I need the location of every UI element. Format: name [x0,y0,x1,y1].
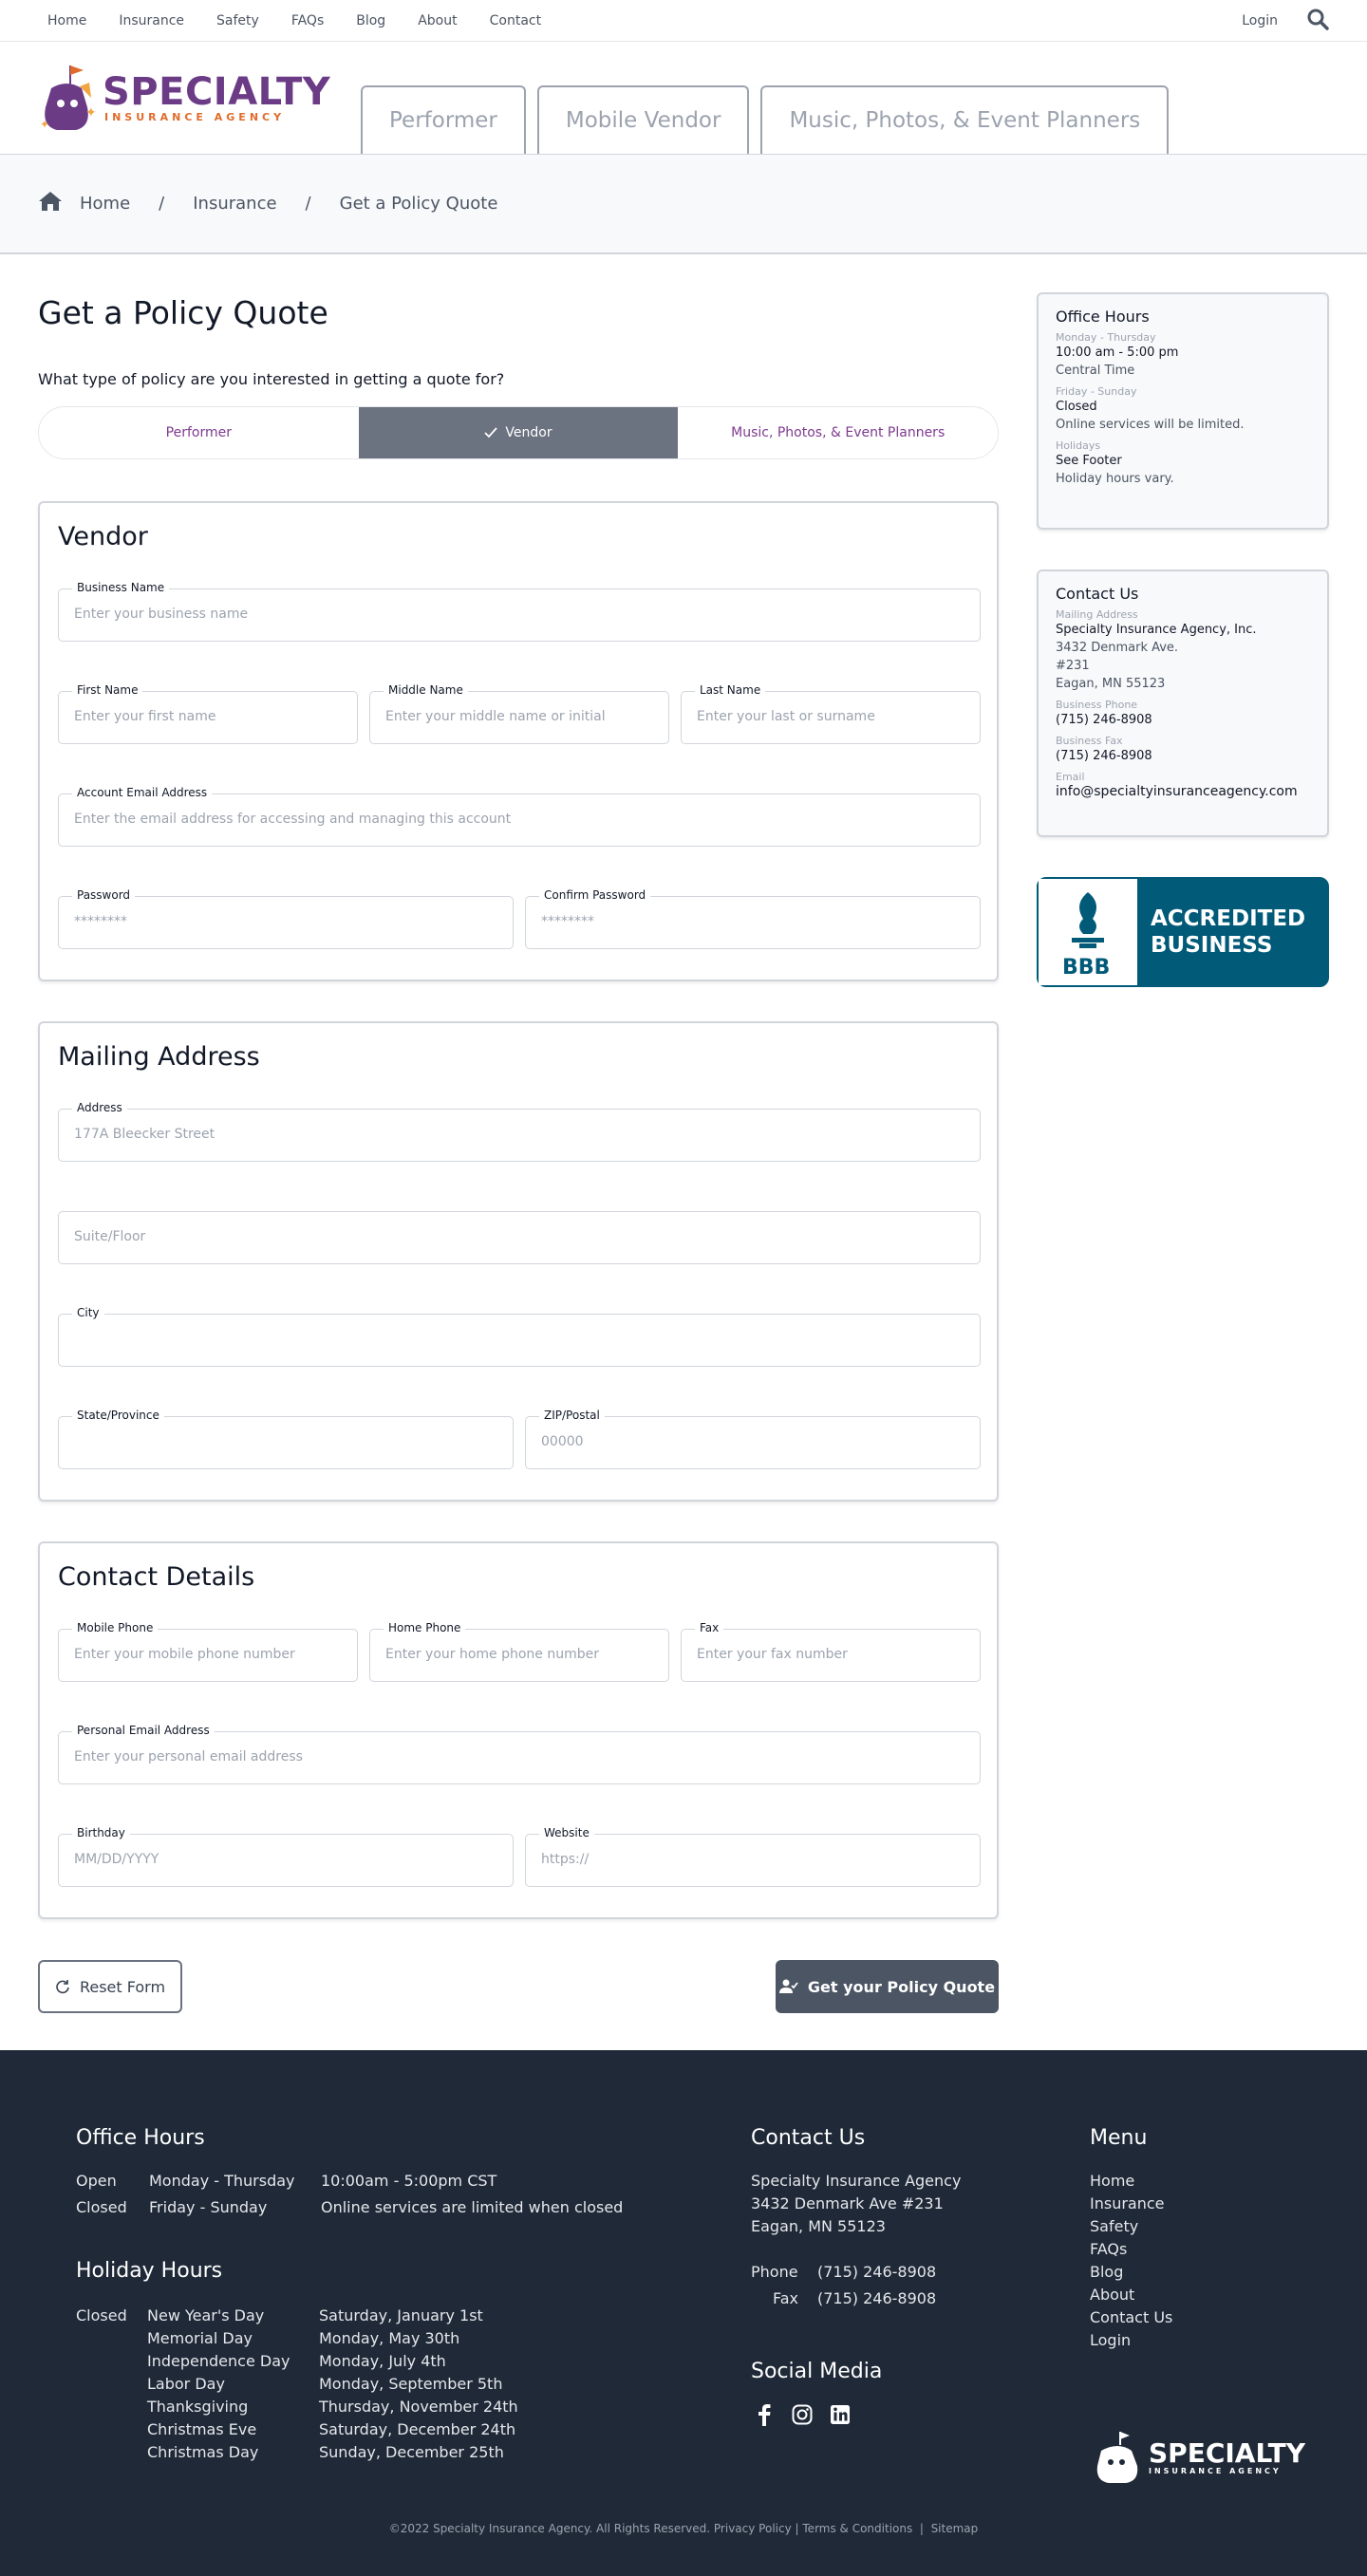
city-label: City [72,1306,104,1319]
city-state-zip: Eagan, MN 55123 [1056,677,1166,691]
svg-text:✦: ✦ [40,118,50,131]
mobile-phone-placeholder: Enter your mobile phone number [74,1647,295,1662]
facebook-icon[interactable] [754,2403,775,2430]
breadcrumb-separator: / [159,194,165,214]
footer-logo-tagline: INSURANCE AGENCY [1149,2466,1282,2475]
state-province-field[interactable] [58,1409,514,1469]
top-nav-right [1242,8,1329,34]
footer-menu-safety[interactable]: Safety [1090,2217,1139,2235]
footer-address [751,2170,961,2238]
holiday-date: Monday, May 30th [319,2329,460,2347]
website-placeholder: https:// [541,1852,590,1867]
first-name-label: First Name [72,683,142,697]
privacy-policy-link[interactable]: Privacy Policy [713,2522,792,2535]
mailing-address-label: Mailing Address [1056,608,1138,621]
header-tab-music-photos-events[interactable]: Music, Photos, & Event Planners [760,85,1169,154]
header-tab-mobile-vendor[interactable]: Mobile Vendor [537,85,750,154]
holiday-date: Monday, September 5th [319,2375,503,2393]
nav-link-insurance[interactable]: Insurance [119,12,185,28]
business-name-placeholder: Enter your business name [74,607,249,622]
site-header [0,42,1367,154]
top-nav-links [47,13,541,28]
confirm-password-label: Confirm Password [539,888,650,902]
policy-type-music-photos-events[interactable]: Music, Photos, & Event Planners [731,425,946,440]
last-name-placeholder: Enter your last or surname [697,709,875,724]
business-fax: (715) 246-8908 [1056,749,1152,763]
password-field[interactable] [58,888,514,949]
footer-holiday-dates [319,2305,518,2464]
unit-number: #231 [1056,659,1090,673]
weekend-status: Closed [1056,400,1097,414]
footer-closed-note: Online services are limited when closed [321,2198,624,2216]
middle-name-label: Middle Name [384,683,468,697]
footer-holiday-names [147,2305,290,2464]
logo-tagline: INSURANCE AGENCY [104,110,286,123]
top-nav [0,0,1367,42]
footer-social-title: Social Media [751,2360,883,2383]
holiday-name: Memorial Day [147,2329,253,2347]
last-name-field[interactable] [681,683,981,744]
contact-us-box [1037,569,1329,837]
reset-form-label: Reset Form [79,1977,166,1996]
holiday-date: Sunday, December 25th [319,2443,504,2461]
footer-holiday-closed-label: Closed [76,2306,127,2324]
logo-wordmark: SPECIALTY [103,69,331,114]
business-phone-label: Business Phone [1056,699,1138,711]
weekday-time: 10:00 am - 5:00 pm [1056,345,1179,360]
account-email-placeholder: Enter the email address for accessing and managing this account [74,812,512,827]
footer-menu-login[interactable]: Login [1090,2331,1132,2349]
footer-menu-home[interactable]: Home [1090,2172,1135,2190]
instagram-icon[interactable] [792,2403,813,2430]
search-icon[interactable] [1306,8,1329,34]
holiday-date: Saturday, January 1st [319,2306,483,2324]
holiday-name: Thanksgiving [147,2398,249,2416]
birthday-field[interactable] [58,1826,514,1887]
address-label: Address [72,1101,127,1114]
zip-postal-label: ZIP/Postal [539,1409,605,1422]
holiday-value: See Footer [1056,454,1122,468]
footer-phone-label: Phone [751,2263,798,2281]
holiday-name: Labor Day [147,2375,225,2393]
footer-menu-insurance[interactable]: Insurance [1090,2194,1165,2212]
mobile-phone-label: Mobile Phone [72,1621,158,1634]
sitemap-link[interactable]: Sitemap [930,2522,979,2535]
policy-type-vendor-label: Vendor [505,425,552,440]
address-field[interactable] [58,1101,981,1162]
footer-fax: (715) 246-8908 [817,2289,937,2307]
address-placeholder: 177A Bleecker Street [74,1127,215,1142]
zip-postal-field[interactable] [525,1409,981,1469]
footer-menu-about[interactable]: About [1090,2286,1135,2304]
footer-open-days: Monday - Thursday [149,2172,295,2190]
policy-type-selector [38,406,999,459]
link-separator: | [916,2522,927,2535]
bbb-mark-text: BBB [1062,956,1111,980]
first-name-field[interactable] [58,683,358,744]
contact-us-title: Contact Us [1056,585,1139,603]
first-name-placeholder: Enter your first name [74,709,216,724]
middle-name-placeholder: Enter your middle name or initial [385,709,606,724]
footer-logo-wordmark: SPECIALTY [1149,2436,1306,2469]
social-icons [754,2403,851,2430]
zip-postal-placeholder: 00000 [541,1434,584,1449]
suite-floor-placeholder: Suite/Floor [74,1229,146,1244]
site-logo[interactable] [38,55,332,140]
office-hours-box [1037,292,1329,530]
holiday-name: Christmas Day [147,2443,259,2461]
birthday-placeholder: MM/DD/YYYY [74,1852,159,1867]
link-separator: | [795,2522,799,2535]
website-label: Website [539,1826,594,1839]
business-name-label: Business Name [72,581,169,594]
weekend-label: Friday - Sunday [1056,385,1137,398]
contact-details-card [38,1541,999,1919]
vendor-card-title: Vendor [58,522,148,551]
footer-street: 3432 Denmark Ave #231 [751,2194,944,2212]
footer-fax-label: Fax [773,2289,799,2307]
contact-card-title: Contact Details [58,1562,255,1592]
footer-logo[interactable] [1090,2430,1305,2485]
birthday-label: Birthday [72,1826,130,1839]
holiday-name: Christmas Eve [147,2420,257,2438]
fax-label: Fax [695,1621,723,1634]
nav-link-faqs[interactable]: FAQs [290,12,325,28]
login-link[interactable]: Login [1242,12,1278,28]
company-name: Specialty Insurance Agency, Inc. [1056,623,1257,637]
linkedin-icon[interactable] [830,2403,851,2430]
weekday-label: Monday - Thursday [1056,331,1156,344]
holiday-date: Saturday, December 24th [319,2420,516,2438]
check-icon [484,427,497,439]
footer-menu-faqs[interactable]: FAQs [1090,2240,1128,2258]
bbb-line-1: ACCREDITED [1151,906,1306,931]
footer-closed-label: Closed [76,2198,127,2216]
home-icon[interactable] [38,190,63,217]
mailing-card-title: Mailing Address [58,1042,260,1072]
logo-mascot-icon [38,60,95,136]
office-hours-title: Office Hours [1056,308,1150,326]
password-label: Password [72,888,135,902]
fax-field[interactable] [681,1621,981,1682]
email-link[interactable]: info@specialtyinsuranceagency.com [1056,784,1298,799]
personal-email-label: Personal Email Address [72,1724,215,1737]
nav-link-contact[interactable]: Contact [489,12,542,28]
business-fax-label: Business Fax [1056,735,1123,747]
business-phone-link[interactable]: (715) 246-8908 [1056,713,1152,727]
footer-menu [1090,2170,1172,2352]
footer-menu-blog[interactable]: Blog [1090,2263,1124,2281]
holiday-name: New Year's Day [147,2306,265,2324]
mobile-phone-field[interactable] [58,1621,358,1682]
footer-hours-title: Office Hours [76,2126,205,2150]
weekday-timezone: Central Time [1056,364,1135,378]
copyright-bar [0,2522,1367,2535]
bbb-line-2: BUSINESS [1151,933,1273,958]
terms-conditions-link[interactable]: Terms & Conditions [802,2522,913,2535]
holiday-date: Thursday, November 24th [319,2398,518,2416]
suite-floor-field[interactable] [58,1211,981,1264]
svg-text:✦: ✦ [85,105,97,121]
state-province-label: State/Province [72,1409,164,1422]
holiday-note: Holiday hours vary. [1056,472,1174,486]
footer-open-time: 10:00am - 5:00pm CST [321,2172,497,2190]
nav-link-safety[interactable]: Safety [216,12,259,28]
footer-open-label: Open [76,2172,117,2190]
website-field[interactable] [525,1826,981,1887]
street-address: 3432 Denmark Ave. [1056,641,1179,655]
breadcrumb-current: Get a Policy Quote [339,194,498,214]
copyright-text: ©2022 Specialty Insurance Agency. All Rights Reserved. [388,2522,711,2535]
get-policy-quote-label: Get your Policy Quote [807,1977,996,1996]
policy-type-vendor[interactable] [359,407,679,458]
personal-email-placeholder: Enter your personal email address [74,1749,303,1764]
footer-company: Specialty Insurance Agency [751,2172,962,2190]
footer-menu-title: Menu [1090,2126,1148,2150]
page-title: Get a Policy Quote [38,294,328,331]
last-name-label: Last Name [695,683,765,697]
middle-name-field[interactable] [369,683,669,744]
footer-logo-mascot-icon [1090,2430,1147,2485]
home-phone-placeholder: Enter your home phone number [385,1647,599,1662]
account-email-label: Account Email Address [72,786,212,799]
home-phone-label: Home Phone [384,1621,465,1634]
user-check-icon [779,1979,798,1994]
password-placeholder: ******** [74,914,127,929]
account-email-field[interactable] [58,786,981,847]
footer-contact-title: Contact Us [751,2126,866,2150]
policy-type-question: What type of policy are you interested in getting a quote for? [38,370,505,388]
holiday-date: Monday, July 4th [319,2352,446,2370]
reset-form-button[interactable] [38,1960,182,2013]
home-phone-field[interactable] [369,1621,669,1682]
breadcrumb-insurance[interactable]: Insurance [193,194,277,214]
breadcrumb-home[interactable]: Home [80,194,131,214]
breadcrumb [0,154,1367,254]
footer-closed-days: Friday - Sunday [149,2198,268,2216]
bbb-logo [1039,879,1137,985]
holiday-label: Holidays [1056,439,1101,452]
footer-city: Eagan, MN 55123 [751,2217,886,2235]
footer-phone-link[interactable]: (715) 246-8908 [817,2263,937,2281]
refresh-icon [55,1979,70,1994]
email-label: Email [1056,771,1085,783]
breadcrumb-separator: / [305,194,311,214]
site-footer [0,2050,1367,2576]
holiday-name: Independence Day [147,2352,290,2370]
confirm-password-placeholder: ******** [541,914,594,929]
mailing-address-card [38,1021,999,1502]
fax-placeholder: Enter your fax number [697,1647,848,1662]
header-tab-performer[interactable]: Performer [361,85,526,154]
bbb-accredited-badge[interactable] [1037,877,1329,987]
weekend-note: Online services will be limited. [1056,418,1245,432]
nav-link-home[interactable]: Home [47,12,87,28]
nav-link-about[interactable]: About [418,12,458,28]
personal-email-field[interactable] [58,1724,981,1784]
footer-holiday-title: Holiday Hours [76,2259,223,2283]
nav-link-blog[interactable]: Blog [356,12,386,28]
footer-menu-contact-us[interactable]: Contact Us [1090,2308,1173,2326]
confirm-password-field[interactable] [525,888,981,949]
get-policy-quote-button[interactable] [776,1960,999,2013]
business-name-field[interactable] [58,581,981,642]
policy-type-performer[interactable]: Performer [165,425,232,440]
header-tabs [361,85,1169,154]
vendor-card [38,501,999,981]
city-field[interactable] [58,1306,981,1367]
